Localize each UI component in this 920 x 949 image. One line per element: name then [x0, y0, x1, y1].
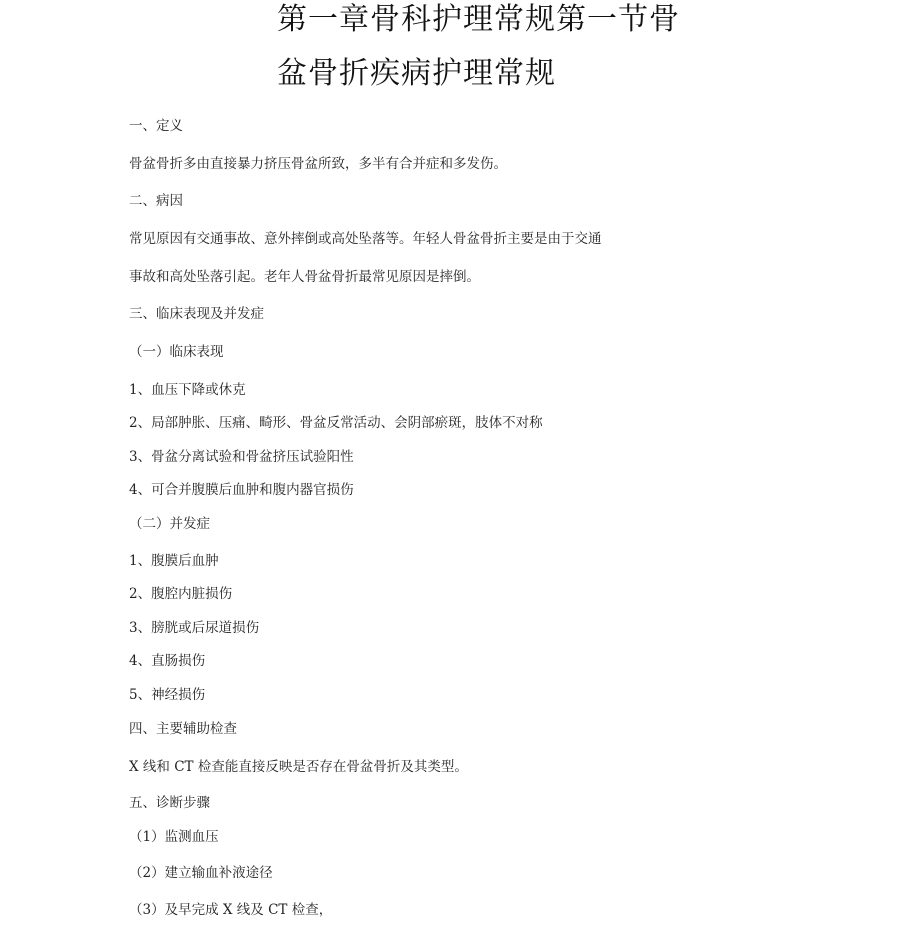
- list-item: 4、直肠损伤: [129, 653, 206, 669]
- paragraph-examination: X 线和 CT 检查能直接反映是否存在骨盆骨折及其类型。: [129, 759, 468, 775]
- list-item: 3、骨盆分离试验和骨盆挤压试验阳性: [129, 449, 354, 465]
- paragraph-cause-line-2: 事故和高处坠落引起。老年人骨盆骨折最常见原因是摔倒。: [129, 269, 480, 285]
- list-item: 2、局部肿胀、压痛、畸形、骨盆反常活动、会阴部瘀斑，肢体不对称: [129, 415, 543, 431]
- section-heading-cause: 二、病因: [129, 193, 183, 209]
- list-item: 1、腹膜后血肿: [129, 553, 219, 569]
- list-item: 4、可合并腹膜后血肿和腹内器官损伤: [129, 482, 354, 498]
- list-item: 1、血压下降或休克: [129, 382, 246, 398]
- list-item: 2、腹腔内脏损伤: [129, 586, 233, 602]
- document-title-line-2: 盆骨折疾病护理常规: [277, 56, 556, 91]
- paragraph-cause-line-1: 常见原因有交通事故、意外摔倒或高处坠落等。年轻人骨盆骨折主要是由于交通: [129, 231, 602, 247]
- section-heading-examination: 四、主要辅助检查: [129, 721, 237, 737]
- document-title-line-1: 第一章骨科护理常规第一节骨: [277, 2, 680, 37]
- list-item: 5、神经损伤: [129, 687, 206, 703]
- list-item: （3）及早完成 X 线及 CT 检查，: [129, 902, 333, 918]
- subsection-heading-manifestations: （一）临床表现: [129, 344, 224, 360]
- paragraph-definition: 骨盆骨折多由直接暴力挤压骨盆所致，多半有合并症和多发伤。: [129, 156, 507, 172]
- section-heading-diagnosis: 五、诊断步骤: [129, 795, 210, 811]
- subsection-heading-complications: （二）并发症: [129, 516, 210, 532]
- section-heading-clinical: 三、临床表现及并发症: [129, 306, 264, 322]
- list-item: （1）监测血压: [129, 829, 219, 845]
- list-item: 3、膀胱或后尿道损伤: [129, 620, 260, 636]
- list-item: （2）建立输血补液途径: [129, 865, 273, 881]
- section-heading-definition: 一、定义: [129, 118, 183, 134]
